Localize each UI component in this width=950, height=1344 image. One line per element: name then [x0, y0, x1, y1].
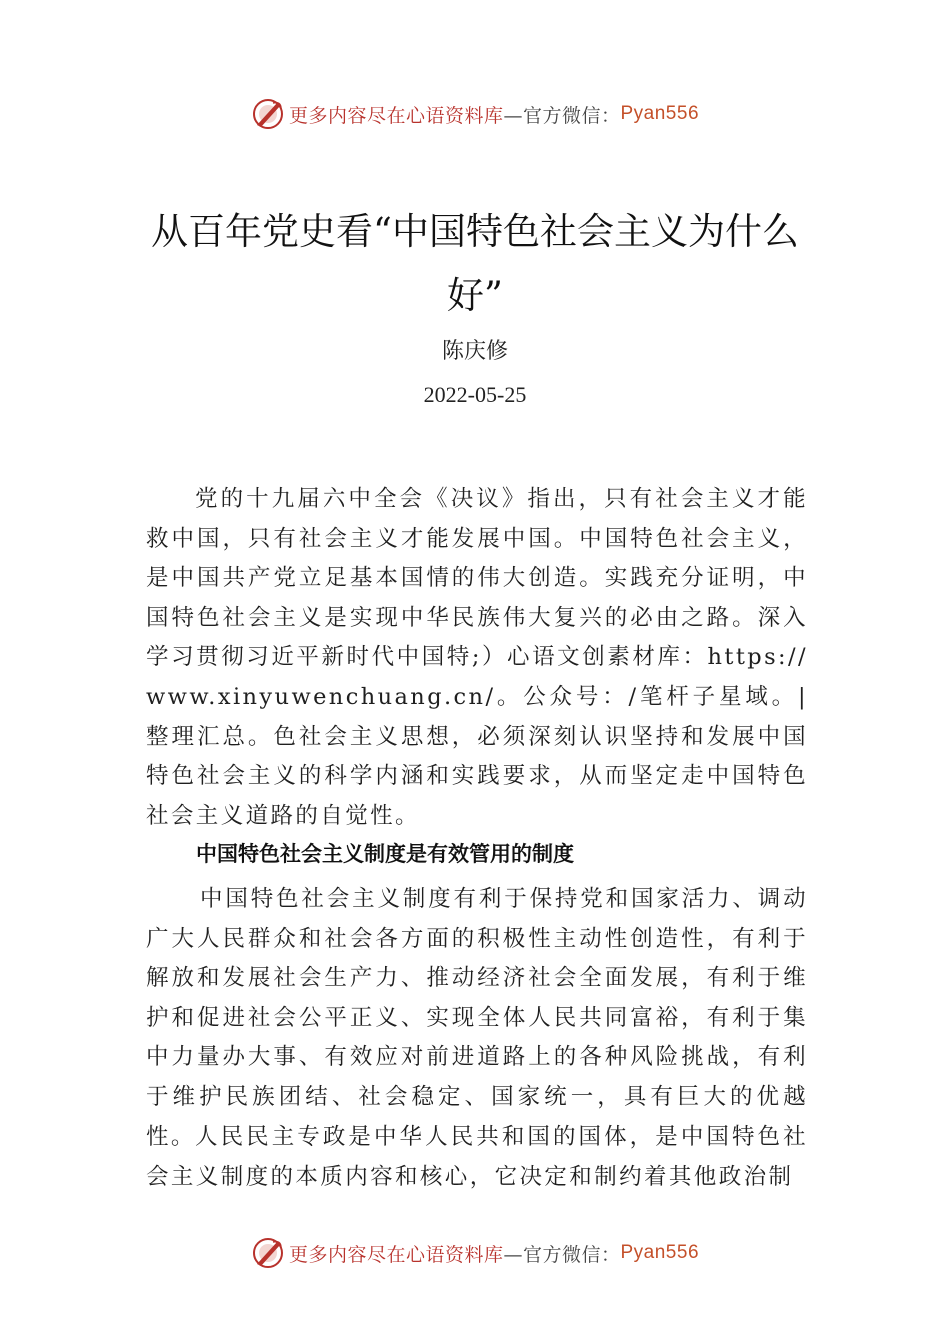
footer-watermark-banner [0, 1233, 950, 1273]
banner-account-text: Pyan556 [620, 103, 700, 124]
banner-brand-text: 更多内容尽在心语资料库 [288, 104, 504, 127]
header-watermark-banner [0, 94, 950, 134]
article-title: 从百年党史看“中国特色社会主义为什么好” [151, 210, 799, 317]
paragraph-system: 中国特色社会主义制度有利于保持党和国家活力、调动广大人民群众和社会各方面的积极性主动性创造性，有利于解放和发展社会生产力、推动经济社会全面发展，有利于维护和促进社会公平正义、实现全体人民共同富裕，有利于集中力量办大事、有效应对前进道路上的各种风险挑战，有利于维护民族团结、社会稳定、国家统一，具有巨大的优越性。 [146, 886, 808, 1150]
banner-account-text: Pyan556 [620, 1242, 700, 1263]
section-heading: 中国特色社会主义制度是有效管用的制度 [196, 842, 574, 866]
article-date: 2022-05-25 [423, 382, 527, 407]
banner-separator-text: —官方微信： [503, 104, 621, 127]
quill-logo-icon [251, 1236, 285, 1270]
paragraph-intro: 党的十九届六中全会《决议》指出，只有社会主义才能救中国，只有社会主义才能发展中国。中国特色社会主义，是中国共产党立足基本国情的伟大创造。实践充分证明，中国特色社会主义是实现中华民族伟大复兴的必由之路。深入学习贯彻习近平新时代中国特;）心语文创素材库：https://www.xinyuwenchuang.cn/。公众号：/笔杆子星域。|整理汇总。色社会主义思想，必须深刻认识坚持和发展中国特色社会主义的科学内涵和实践要求，从而坚定走中国特色社会主义道路的自觉性。 [146, 486, 809, 829]
banner-brand-text: 更多内容尽在心语资料库 [288, 1243, 504, 1266]
article-author: 陈庆修 [441, 339, 508, 364]
banner-separator-text: —官方微信： [503, 1243, 621, 1266]
quill-logo-icon [251, 97, 285, 131]
paragraph-democracy: 人民民主专政是中华人民共和国的国体，是中国特色社会主义制度的本质内容和核心，它决定和制约着其他政治制 [146, 1124, 808, 1190]
